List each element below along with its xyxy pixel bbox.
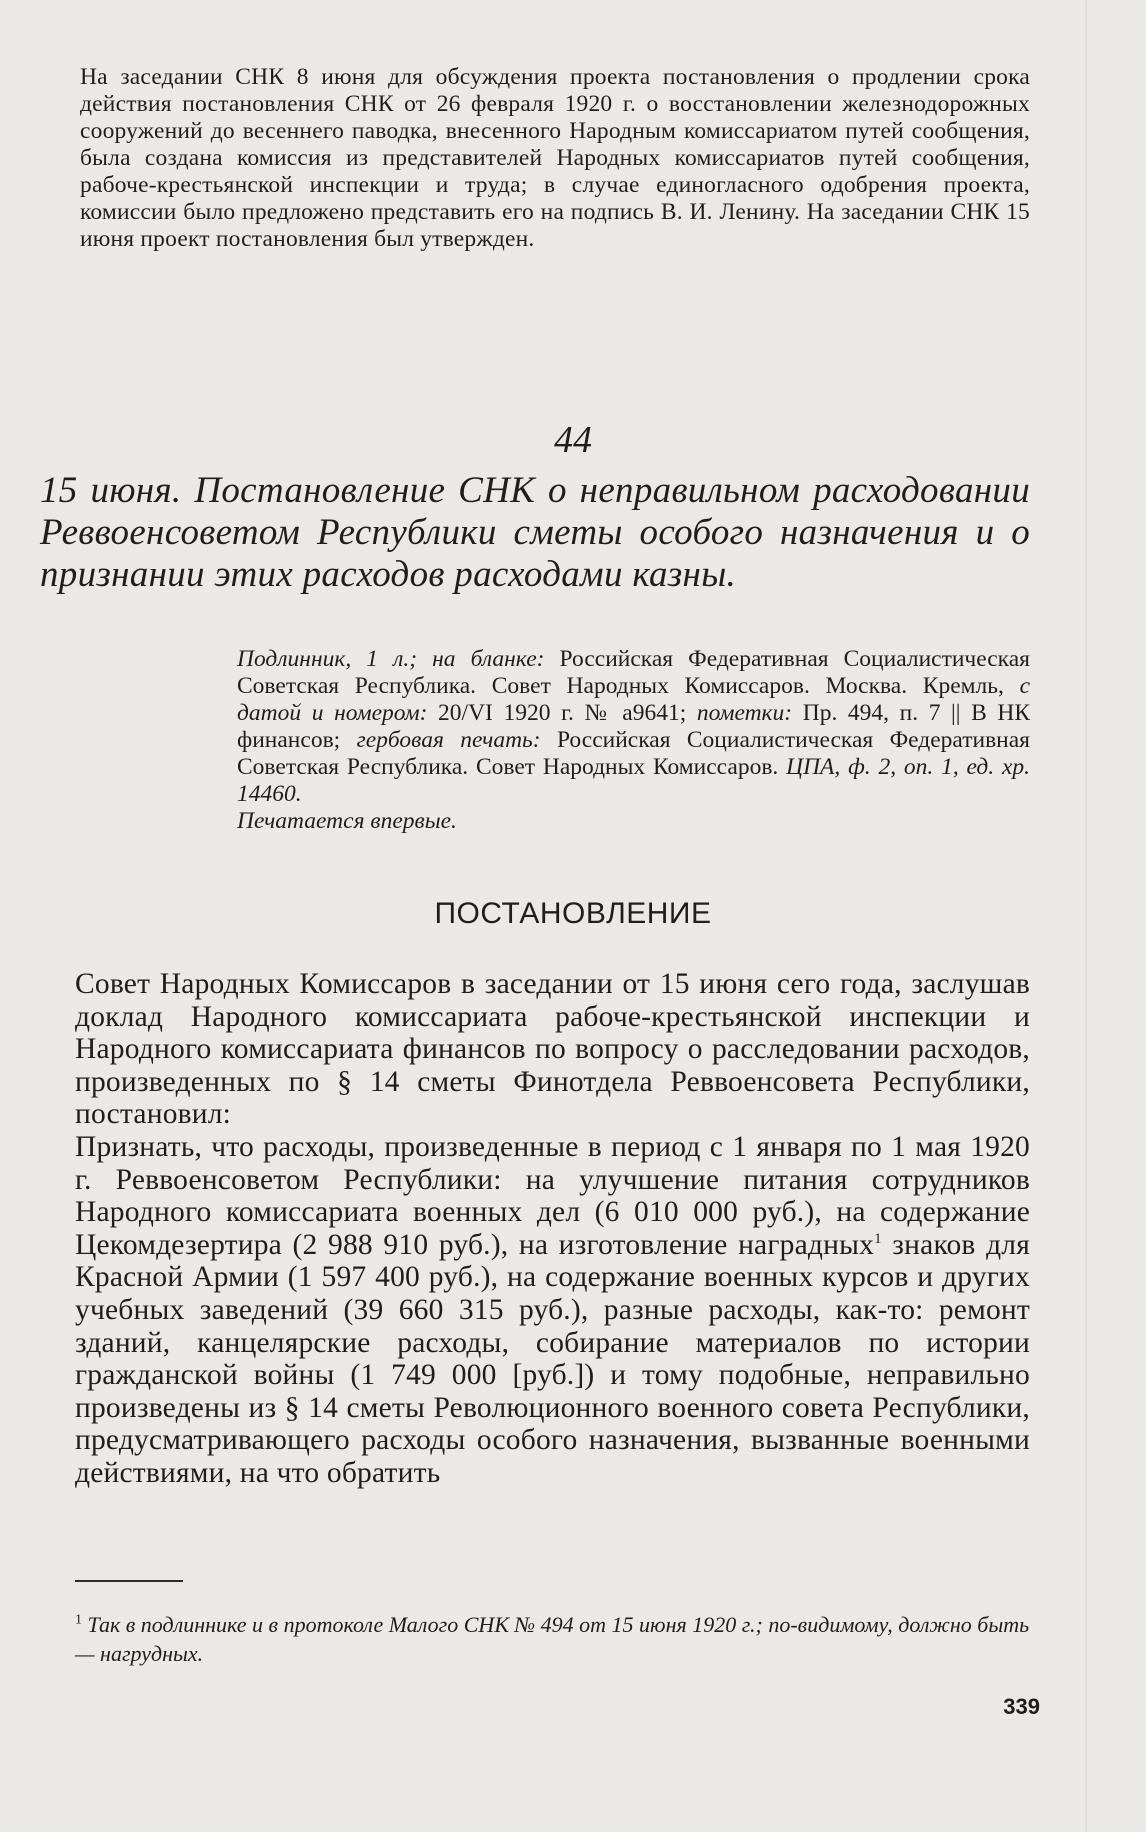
- body-paragraph-2-part-2: знаков для Красной Армии (1 597 400 руб.), на содержание военных курсов и других учебных заведений (39 660 315 руб.), разные расходы, как-то: ремонт зданий, канцелярские расходы, собирание материалов по истории гражданской войны (1 749 000 [руб.]) и тому подобные, неправильно произведены из § 14 сметы Революционного военного совета Республики, предусматривающего расходы особого назначения, вызванные военными действиями, на что обратить: [75, 1228, 1030, 1489]
- section-title: ПОСТАНОВЛЕНИЕ: [434, 897, 712, 930]
- page-number: 339: [1003, 1694, 1040, 1719]
- publication-note: Печатается впервые.: [237, 808, 457, 834]
- body-paragraph-2: [75, 1131, 1030, 1490]
- label-original: Подлинник, 1 л.; на бланке:: [237, 646, 545, 672]
- intro-text: На заседании СНК 8 июня для обсуждения проекта постановления о продлении срока действия постановления СНК от 26 февраля 1920 г. о восстановлении железнодорожных сооружений до весеннего паводка, внесенного Народным комиссариатом путей сообщения, была создана комиссия из представителей Народных комиссариатов путей сообщения, рабоче-крестьянской инспекции и труда; в случае единогласного одобрения проекта, комиссии было предложено представить его на подпись В. И. Ленину. На заседании СНК 15 июня проект постановления был утвержден.: [80, 64, 1030, 252]
- archival-note: [237, 646, 1030, 835]
- intro-paragraph: [80, 64, 1030, 253]
- document-number: 44: [554, 419, 592, 461]
- text-date: 20/VI 1920 г. № а9641;: [427, 700, 697, 726]
- text-seal: Российская Социалистическая Федеративная Советская Республика. Совет Народных Комиссаров.: [237, 727, 1030, 780]
- resolution-body: [75, 968, 1030, 1490]
- footnote-text-line: [75, 1610, 1030, 1668]
- footnote-reference: 1: [874, 1230, 882, 1247]
- footnote-text: Так в подлиннике и в протоколе Малого СНК № 494 от 15 июня 1920 г.; по-видимому, должно быть — нагрудных.: [75, 1612, 1030, 1666]
- document-heading: 15 июня. Постановление СНК о неправильном расходовании Реввоенсоветом Республики сметы особого назначения и о признании этих расходов расходами казны.: [40, 470, 1030, 595]
- footnote: [75, 1610, 1030, 1668]
- label-seal: гербовая печать:: [356, 727, 541, 753]
- footnote-divider: [75, 1580, 183, 1582]
- body-paragraph-1: Совет Народных Комиссаров в заседании от 15 июня сего года, заслушав доклад Народного комиссариата рабоче-крестьянской инспекции и Народного комиссариата финансов по вопросу о расследовании расходов, произведенных по § 14 сметы Финотдела Реввоенсовета Республики, постановил:: [75, 968, 1030, 1131]
- footnote-marker: 1: [75, 1612, 82, 1628]
- body-paragraph-2-part-1: Признать, что расходы, произведенные в период с 1 января по 1 мая 1920 г. Реввоенсоветом Республики: на улучшение питания сотрудников Народного комиссариата военных дел (6 010 000 руб.), на содержание Цекомдезертира (2 988 910 руб.), на изготовление наградных: [75, 1130, 1030, 1261]
- text-marks: Пр. 494, п. 7 || В НК финансов;: [237, 700, 1030, 753]
- label-marks: пометки:: [696, 700, 793, 726]
- label-date: с датой и номером:: [237, 673, 1030, 726]
- archival-description: [237, 646, 1030, 808]
- page-edge-shadow: [1085, 0, 1087, 1832]
- text-blank: Российская Федеративная Социалистическая Советская Республика. Совет Народных Комиссаров. Москва. Кремль,: [237, 646, 1030, 699]
- archive-source: ЦПА, ф. 2, оп. 1, ед. хр. 14460.: [237, 754, 1030, 807]
